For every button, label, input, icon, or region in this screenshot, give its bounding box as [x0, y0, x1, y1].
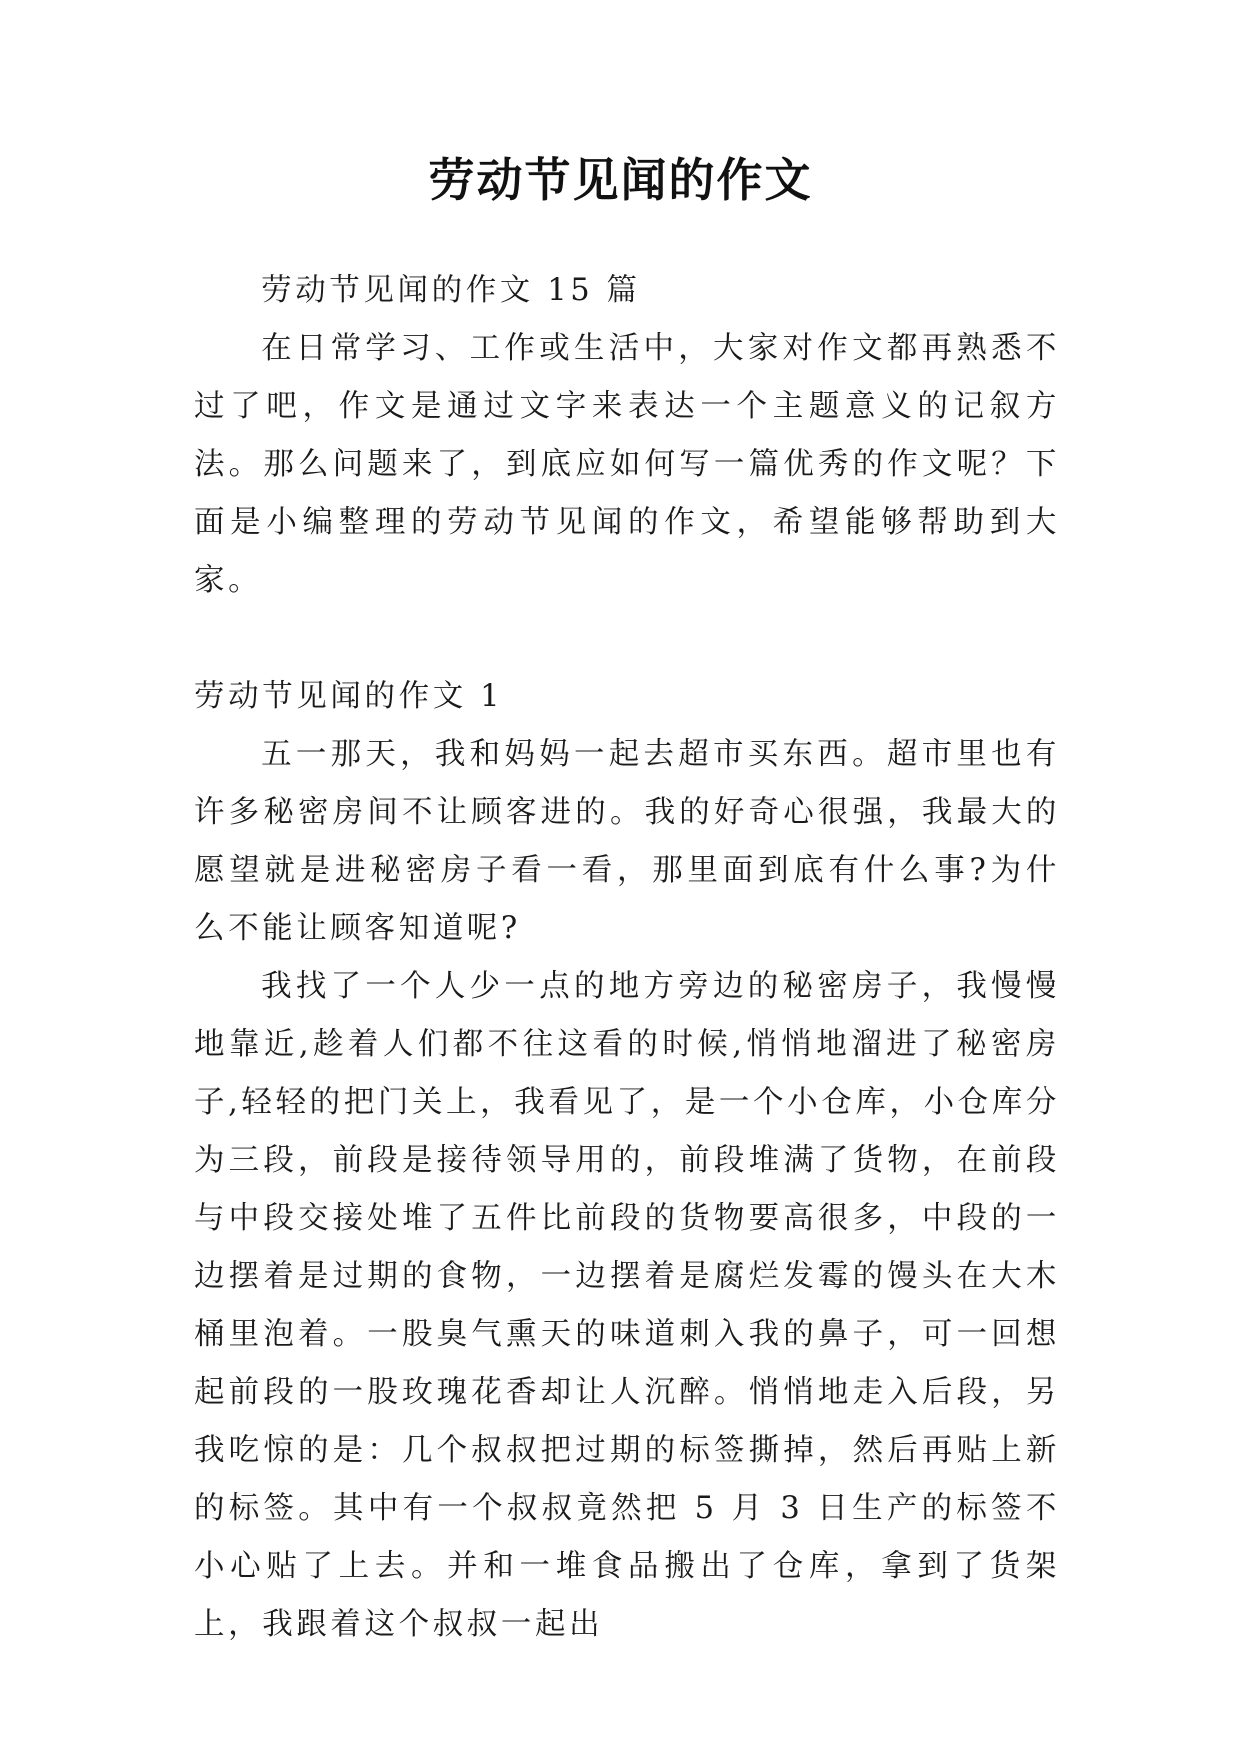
intro-paragraph: 在日常学习、工作或生活中，大家对作文都再熟悉不过了吧，作文是通过文字来表达一个主题意义的记叙方法。那么问题来了，到底应如何写一篇优秀的作文呢？下面是小编整理的劳动节见闻的作文，希望能够帮助到大家。	[194, 331, 1060, 598]
document-subtitle: 劳动节见闻的作文 15 篇	[261, 273, 641, 308]
document-body	[194, 262, 1060, 1654]
section-paragraph: 五一那天，我和妈妈一起去超市买东西。超市里也有许多秘密房间不让顾客进的。我的好奇心很强，我最大的愿望就是进秘密房子看一看，那里面到底有什么事?为什么不能让顾客知道呢?	[194, 737, 1060, 946]
section-heading: 劳动节见闻的作文 1	[194, 679, 504, 714]
section-paragraph: 我找了一个人少一点的地方旁边的秘密房子，我慢慢地靠近,趁着人们都不往这看的时候,悄悄地溜进了秘密房子,轻轻的把门关上，我看见了，是一个小仓库，小仓库分为三段，前段是接待领导用的，前段堆满了货物，在前段与中段交接处堆了五件比前段的货物要高很多，中段的一边摆着是过期的食物，一边摆着是腐烂发霉的馒头在大木桶里泡着。一股臭气熏天的味道刺入我的鼻子，可一回想起前段的一股玫瑰花香却让人沉醉。悄悄地走入后段，另我吃惊的是：几个叔叔把过期的标签撕掉，然后再贴上新的标签。其中有一个叔叔竟然把 5 月 3 日生产的标签不小心贴了上去。并和一堆食品搬出了仓库，拿到了货架上，我跟着这个叔叔一起出	[194, 969, 1060, 1642]
paragraph-spacer	[194, 610, 1060, 668]
document-title: 劳动节见闻的作文	[428, 153, 813, 207]
